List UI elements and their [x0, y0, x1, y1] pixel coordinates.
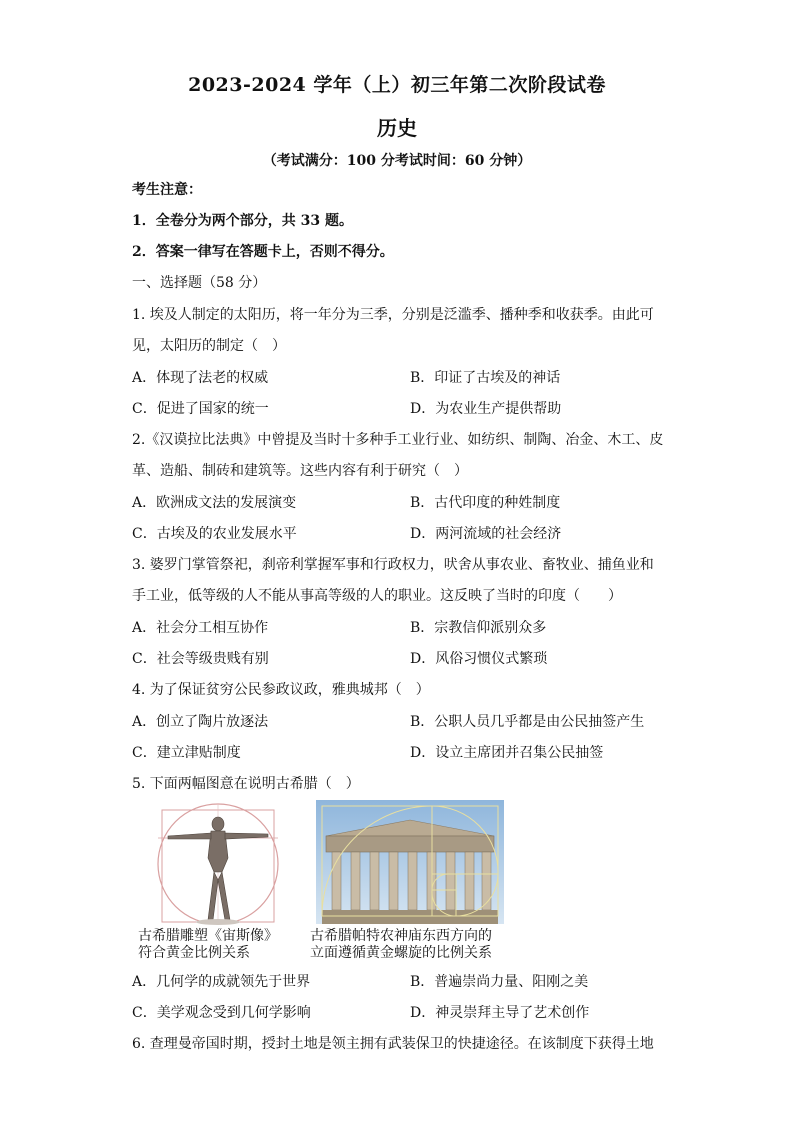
question-1-option-c: C．促进了国家的统一 [132, 401, 269, 417]
question-5-line-1: 5. 下面两幅图意在说明古希腊（ ） [132, 776, 360, 792]
question-1-line-1: 1. 埃及人制定的太阳历，将一年分为三季，分别是泛滥季、播种季和收获季。由此可 [132, 307, 654, 323]
figure-1-caption-line-1: 古希腊雕塑《宙斯像》 [138, 928, 278, 944]
notice-item: 1．全卷分为两个部分，共 33 题。 [132, 213, 353, 229]
exam-subject: 历史 [377, 116, 417, 140]
question-4-option-b: B．公职人员几乎都是由公民抽签产生 [410, 714, 645, 730]
notice-item: 2．答案一律写在答题卡上，否则不得分。 [132, 244, 394, 260]
figure-2-caption-line-1: 古希腊帕特农神庙东西方向的 [310, 928, 492, 944]
question-2-option-a: A．欧洲成文法的发展演变 [132, 495, 297, 511]
question-4-option-c: C．建立津贴制度 [132, 745, 241, 761]
question-5-option-d: D．神灵崇拜主导了艺术创作 [410, 1005, 590, 1021]
question-5-option-a: A．几何学的成就领先于世界 [132, 974, 311, 990]
section-heading: 一、选择题（58 分） [132, 275, 267, 291]
question-5-option-c: C．美学观念受到几何学影响 [132, 1005, 311, 1021]
question-2-line-2: 革、造船、制砖和建筑等。这些内容有利于研究（ ） [132, 463, 468, 479]
question-3-line-2: 手工业，低等级的人不能从事高等级的人的职业。这反映了当时的印度（ ） [132, 588, 622, 604]
question-1-option-b: B．印证了古埃及的神话 [410, 370, 561, 386]
question-1-option-a: A．体现了法老的权威 [132, 370, 269, 386]
question-1-option-d: D．为农业生产提供帮助 [410, 401, 562, 417]
question-4-line-1: 4. 为了保证贫穷公民参政议政，雅典城邦（ ） [132, 682, 430, 698]
exam-title: 2023-2024 学年（上）初三年第二次阶段试卷 [188, 74, 606, 96]
question-4-option-d: D．设立主席团并召集公民抽签 [410, 745, 604, 761]
zeus-statue-figure [138, 800, 298, 928]
question-2-option-d: D．两河流域的社会经济 [410, 526, 562, 542]
figure-2-caption-line-2: 立面遵循黄金螺旋的比例关系 [310, 945, 492, 961]
question-4-option-a: A．创立了陶片放逐法 [132, 714, 269, 730]
exam-info: （考试满分：100 分考试时间：60 分钟） [262, 153, 532, 169]
notice-heading: 考生注意： [132, 182, 202, 198]
question-2-line-1: 2.《汉谟拉比法典》中曾提及当时十多种手工业行业、如纺织、制陶、冶金、木工、皮 [132, 432, 664, 448]
question-6-line-1: 6. 查理曼帝国时期，授封土地是领主拥有武装保卫的快捷途径。在该制度下获得土地 [132, 1036, 654, 1052]
question-2-option-b: B．古代印度的种姓制度 [410, 495, 561, 511]
figure-1-caption-line-2: 符合黄金比例关系 [138, 945, 250, 961]
question-2-option-c: C．古埃及的农业发展水平 [132, 526, 297, 542]
question-3-option-b: B．宗教信仰派别众多 [410, 620, 547, 636]
question-1-line-2: 见，太阳历的制定（ ） [132, 338, 286, 354]
question-3-option-c: C．社会等级贵贱有别 [132, 651, 269, 667]
question-5-option-b: B．普遍崇尚力量、阳刚之美 [410, 974, 589, 990]
parthenon-figure [316, 800, 504, 924]
question-3-option-d: D．风俗习惯仪式繁琐 [410, 651, 548, 667]
question-3-option-a: A．社会分工相互协作 [132, 620, 269, 636]
question-3-line-1: 3. 婆罗门掌管祭祀，刹帝利掌握军事和行政权力，吠舍从事农业、畜牧业、捕鱼业和 [132, 557, 654, 573]
